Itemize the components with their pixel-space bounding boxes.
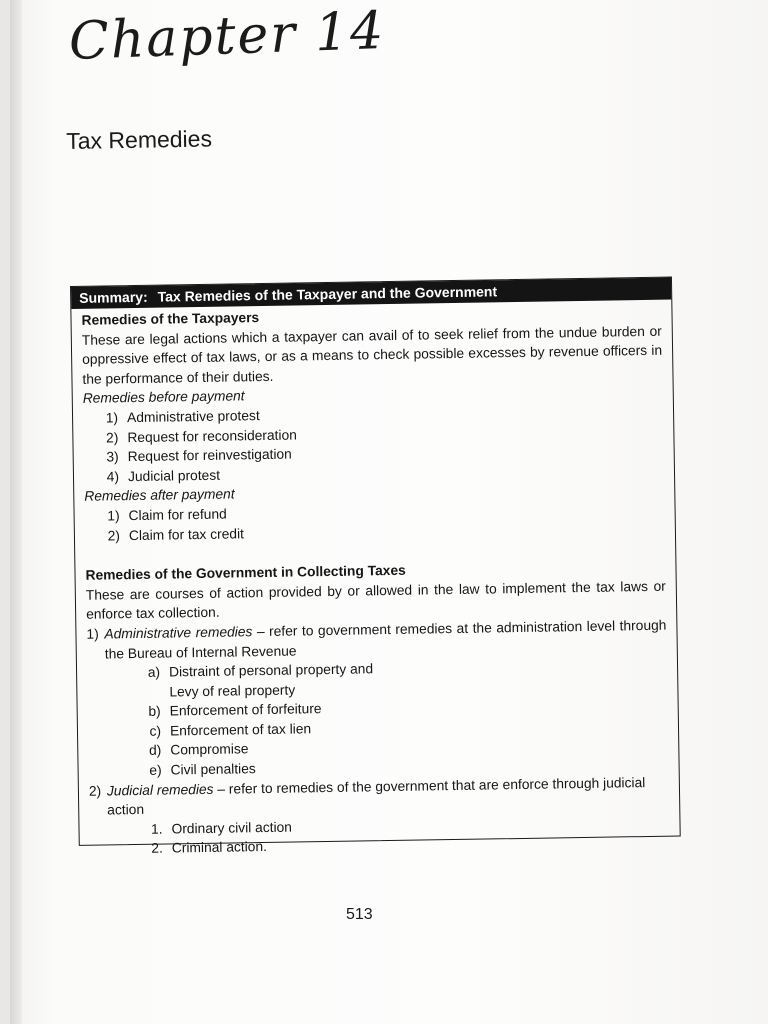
administrative-remedies-term: Administrative remedies xyxy=(104,624,253,642)
summary-title: Tax Remedies of the Taxpayer and the Government xyxy=(157,283,498,305)
administrative-remedies-item: 1) Administrative remedies – refer to government remedies at the administration level through the Bureau of Internal Revenue xyxy=(86,617,667,661)
government-remedies-description: These are courses of action provided by or allowed in the law to implement the tax laws or enforce tax collection. xyxy=(85,578,666,623)
page-number: 513 xyxy=(346,906,373,923)
list-item: 1. Ordinary civil action xyxy=(150,819,293,837)
before-payment-list xyxy=(83,400,664,487)
judicial-remedies-list xyxy=(89,811,670,859)
list-item: e) Civil penalties xyxy=(149,761,256,778)
summary-label: Summary: xyxy=(79,288,148,306)
chapter-subtitle: Tax Remedies xyxy=(66,125,213,154)
list-item: 1) Administrative protest xyxy=(105,408,260,426)
list-item: d) Compromise xyxy=(148,741,249,759)
chapter-number: 14 xyxy=(313,0,387,64)
summary-content xyxy=(71,300,680,860)
list-item: 1) Claim for refund xyxy=(107,506,227,524)
list-item: 2. Criminal action. xyxy=(151,839,268,857)
list-item: b) Enforcement of forfeiture xyxy=(148,701,322,720)
chapter-title xyxy=(68,1,386,72)
after-payment-heading: Remedies after payment xyxy=(84,486,235,505)
before-payment-heading: Remedies before payment xyxy=(82,388,245,407)
administrative-remedies-text: – refer to government remedies at the administration level through the Bureau of Internal Revenue xyxy=(104,617,667,661)
list-item: 4) Judicial protest xyxy=(106,467,221,485)
taxpayer-remedies-description: These are legal actions which a taxpayer can avail of to seek relief from the undue burden or oppressive effect of tax laws, or as a means to check possible excesses by revenue officers in the performance of their duties. xyxy=(81,323,663,387)
judicial-remedies-term: Judicial remedies xyxy=(106,781,214,799)
list-item: 2) Claim for tax credit xyxy=(107,525,245,543)
chapter-label: Chapter xyxy=(68,4,299,72)
list-item: 2) Request for reconsideration xyxy=(105,427,297,446)
list-item: 3) Request for reinvestigation xyxy=(106,446,292,465)
page-spine xyxy=(10,0,22,1024)
administrative-remedies-list xyxy=(87,655,669,782)
judicial-remedies-text: – refer to remedies of the government that are enforce through judicial action xyxy=(107,774,646,818)
summary-box xyxy=(70,277,681,857)
taxpayer-remedies-heading: Remedies of the Taxpayers xyxy=(81,310,260,328)
book-page xyxy=(10,0,768,1024)
list-item-continuation: Levy of real property xyxy=(169,682,296,700)
list-item: c) Enforcement of tax lien xyxy=(149,721,312,739)
judicial-remedies-item: 2) Judicial remedies – refer to remedies of the government that are enforce through judicial action xyxy=(88,774,646,818)
list-item: a) Distraint of personal property and xyxy=(147,661,374,680)
government-remedies-heading: Remedies of the Government in Collecting Taxes xyxy=(85,562,406,583)
